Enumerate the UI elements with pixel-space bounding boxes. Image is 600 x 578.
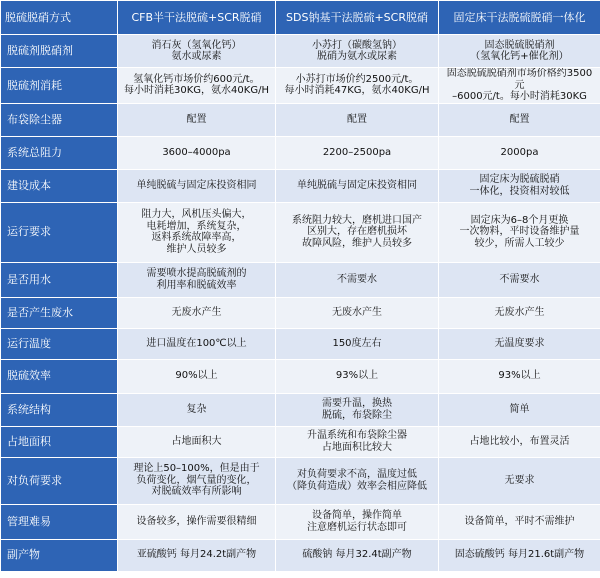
column-header-cfb: CFB半干法脱硫+SCR脱硝	[118, 1, 276, 35]
cell-fixed-bed: 固定床为6–8个月更换 一次物料，平时设备维护量 较少，所需人工较少	[439, 202, 600, 262]
row-label: 是否产生废水	[1, 297, 118, 328]
cell-cfb: 3600–4000pa	[118, 136, 276, 169]
table-row	[1, 457, 600, 504]
cell-cfb: 进口温度在100℃以上	[118, 328, 276, 359]
cell-sds: 150度左右	[276, 328, 439, 359]
table-row	[1, 136, 600, 169]
cell-cfb: 无废水产生	[118, 297, 276, 328]
table-row	[1, 328, 600, 359]
cell-fixed-bed: 93%以上	[439, 359, 600, 393]
row-label: 副产物	[1, 539, 118, 571]
row-label: 运行要求	[1, 202, 118, 262]
cell-fixed-bed: 2000pa	[439, 136, 600, 169]
cell-sds: 93%以上	[276, 359, 439, 393]
cell-fixed-bed: 固态硫酸钙 每月21.6t副产物	[439, 539, 600, 571]
column-header-fixed-bed: 固定床干法脱硫脱硝一体化	[439, 1, 600, 35]
cell-fixed-bed: 设备简单，平时不需维护	[439, 504, 600, 539]
cell-sds: 需要升温，换热 脱硫，布袋除尘	[276, 393, 439, 426]
table-row	[1, 68, 600, 104]
cell-cfb: 配置	[118, 103, 276, 136]
cell-fixed-bed: 固态脱硫脱硝剂市场价格约3500元 –6000元/t。每小时消耗30KG	[439, 68, 600, 104]
row-label: 运行温度	[1, 328, 118, 359]
cell-cfb: 理论上50–100%，但是由于 负荷变化，烟气量的变化， 对脱硫效率有所影响	[118, 457, 276, 504]
cell-fixed-bed: 固定床为脱硫脱硝 一体化，投资相对较低	[439, 169, 600, 202]
row-label: 脱硫效率	[1, 359, 118, 393]
cell-sds: 无废水产生	[276, 297, 439, 328]
table-row	[1, 103, 600, 136]
cell-cfb: 阻力大，风机压头偏大， 电耗增加，系统复杂， 返料系统故障率高， 维护人员较多	[118, 202, 276, 262]
cell-fixed-bed: 无废水产生	[439, 297, 600, 328]
cell-cfb: 需要喷水提高脱硫剂的 利用率和脱硫效率	[118, 262, 276, 297]
cell-sds: 系统阻力较大，磨机进口国产 区别大，存在磨机损坏 故障风险，维护人员较多	[276, 202, 439, 262]
row-label: 布袋除尘器	[1, 103, 118, 136]
table-row	[1, 169, 600, 202]
header-row	[1, 1, 600, 35]
cell-cfb: 氢氧化钙市场价约600元/t。 每小时消耗30KG，氨水40KG/H	[118, 68, 276, 104]
table-row	[1, 359, 600, 393]
cell-fixed-bed: 不需要水	[439, 262, 600, 297]
column-header-sds: SDS钠基干法脱硫+SCR脱硝	[276, 1, 439, 35]
row-label: 管理难易	[1, 504, 118, 539]
cell-cfb: 单纯脱硫与固定床投资相同	[118, 169, 276, 202]
cell-cfb: 消石灰（氢氧化钙） 氨水或尿素	[118, 35, 276, 68]
row-label: 建设成本	[1, 169, 118, 202]
cell-fixed-bed: 配置	[439, 103, 600, 136]
cell-fixed-bed: 简单	[439, 393, 600, 426]
cell-sds: 小苏打市场价约2500元/t。 每小时消耗47KG，氨水40KG/H	[276, 68, 439, 104]
cell-sds: 不需要水	[276, 262, 439, 297]
cell-sds: 配置	[276, 103, 439, 136]
table-row	[1, 504, 600, 539]
cell-sds: 2200–2500pa	[276, 136, 439, 169]
row-label: 系统结构	[1, 393, 118, 426]
table-row	[1, 202, 600, 262]
cell-cfb: 亚硫酸钙 每月24.2t副产物	[118, 539, 276, 571]
row-label: 是否用水	[1, 262, 118, 297]
cell-fixed-bed: 无要求	[439, 457, 600, 504]
cell-fixed-bed: 无温度要求	[439, 328, 600, 359]
row-label: 脱硫剂脱硝剂	[1, 35, 118, 68]
cell-sds: 设备简单，操作简单 注意磨机运行状态即可	[276, 504, 439, 539]
row-label: 脱硫剂消耗	[1, 68, 118, 104]
cell-sds: 单纯脱硫与固定床投资相同	[276, 169, 439, 202]
table-row	[1, 35, 600, 68]
cell-sds: 对负荷要求不高，温度过低 （降负荷造成）效率会相应降低	[276, 457, 439, 504]
table-row	[1, 297, 600, 328]
cell-cfb: 占地面积大	[118, 426, 276, 457]
cell-fixed-bed: 占地比较小，布置灵活	[439, 426, 600, 457]
cell-fixed-bed: 固态脱硫脱硝剂 （氢氧化钙+催化剂）	[439, 35, 600, 68]
cell-sds: 硫酸钠 每月32.4t副产物	[276, 539, 439, 571]
row-label: 系统总阻力	[1, 136, 118, 169]
table-row	[1, 426, 600, 457]
table-row	[1, 393, 600, 426]
cell-cfb: 复杂	[118, 393, 276, 426]
cell-cfb: 90%以上	[118, 359, 276, 393]
table-row	[1, 539, 600, 571]
cell-sds: 小苏打（碳酸氢钠） 脱硝为氨水或尿素	[276, 35, 439, 68]
table-row	[1, 262, 600, 297]
row-label: 占地面积	[1, 426, 118, 457]
cell-sds: 升温系统和布袋除尘器 占地面积比较大	[276, 426, 439, 457]
row-label: 对负荷要求	[1, 457, 118, 504]
header-corner: 脱硫脱硝方式	[1, 1, 118, 35]
cell-cfb: 设备较多，操作需要很精细	[118, 504, 276, 539]
